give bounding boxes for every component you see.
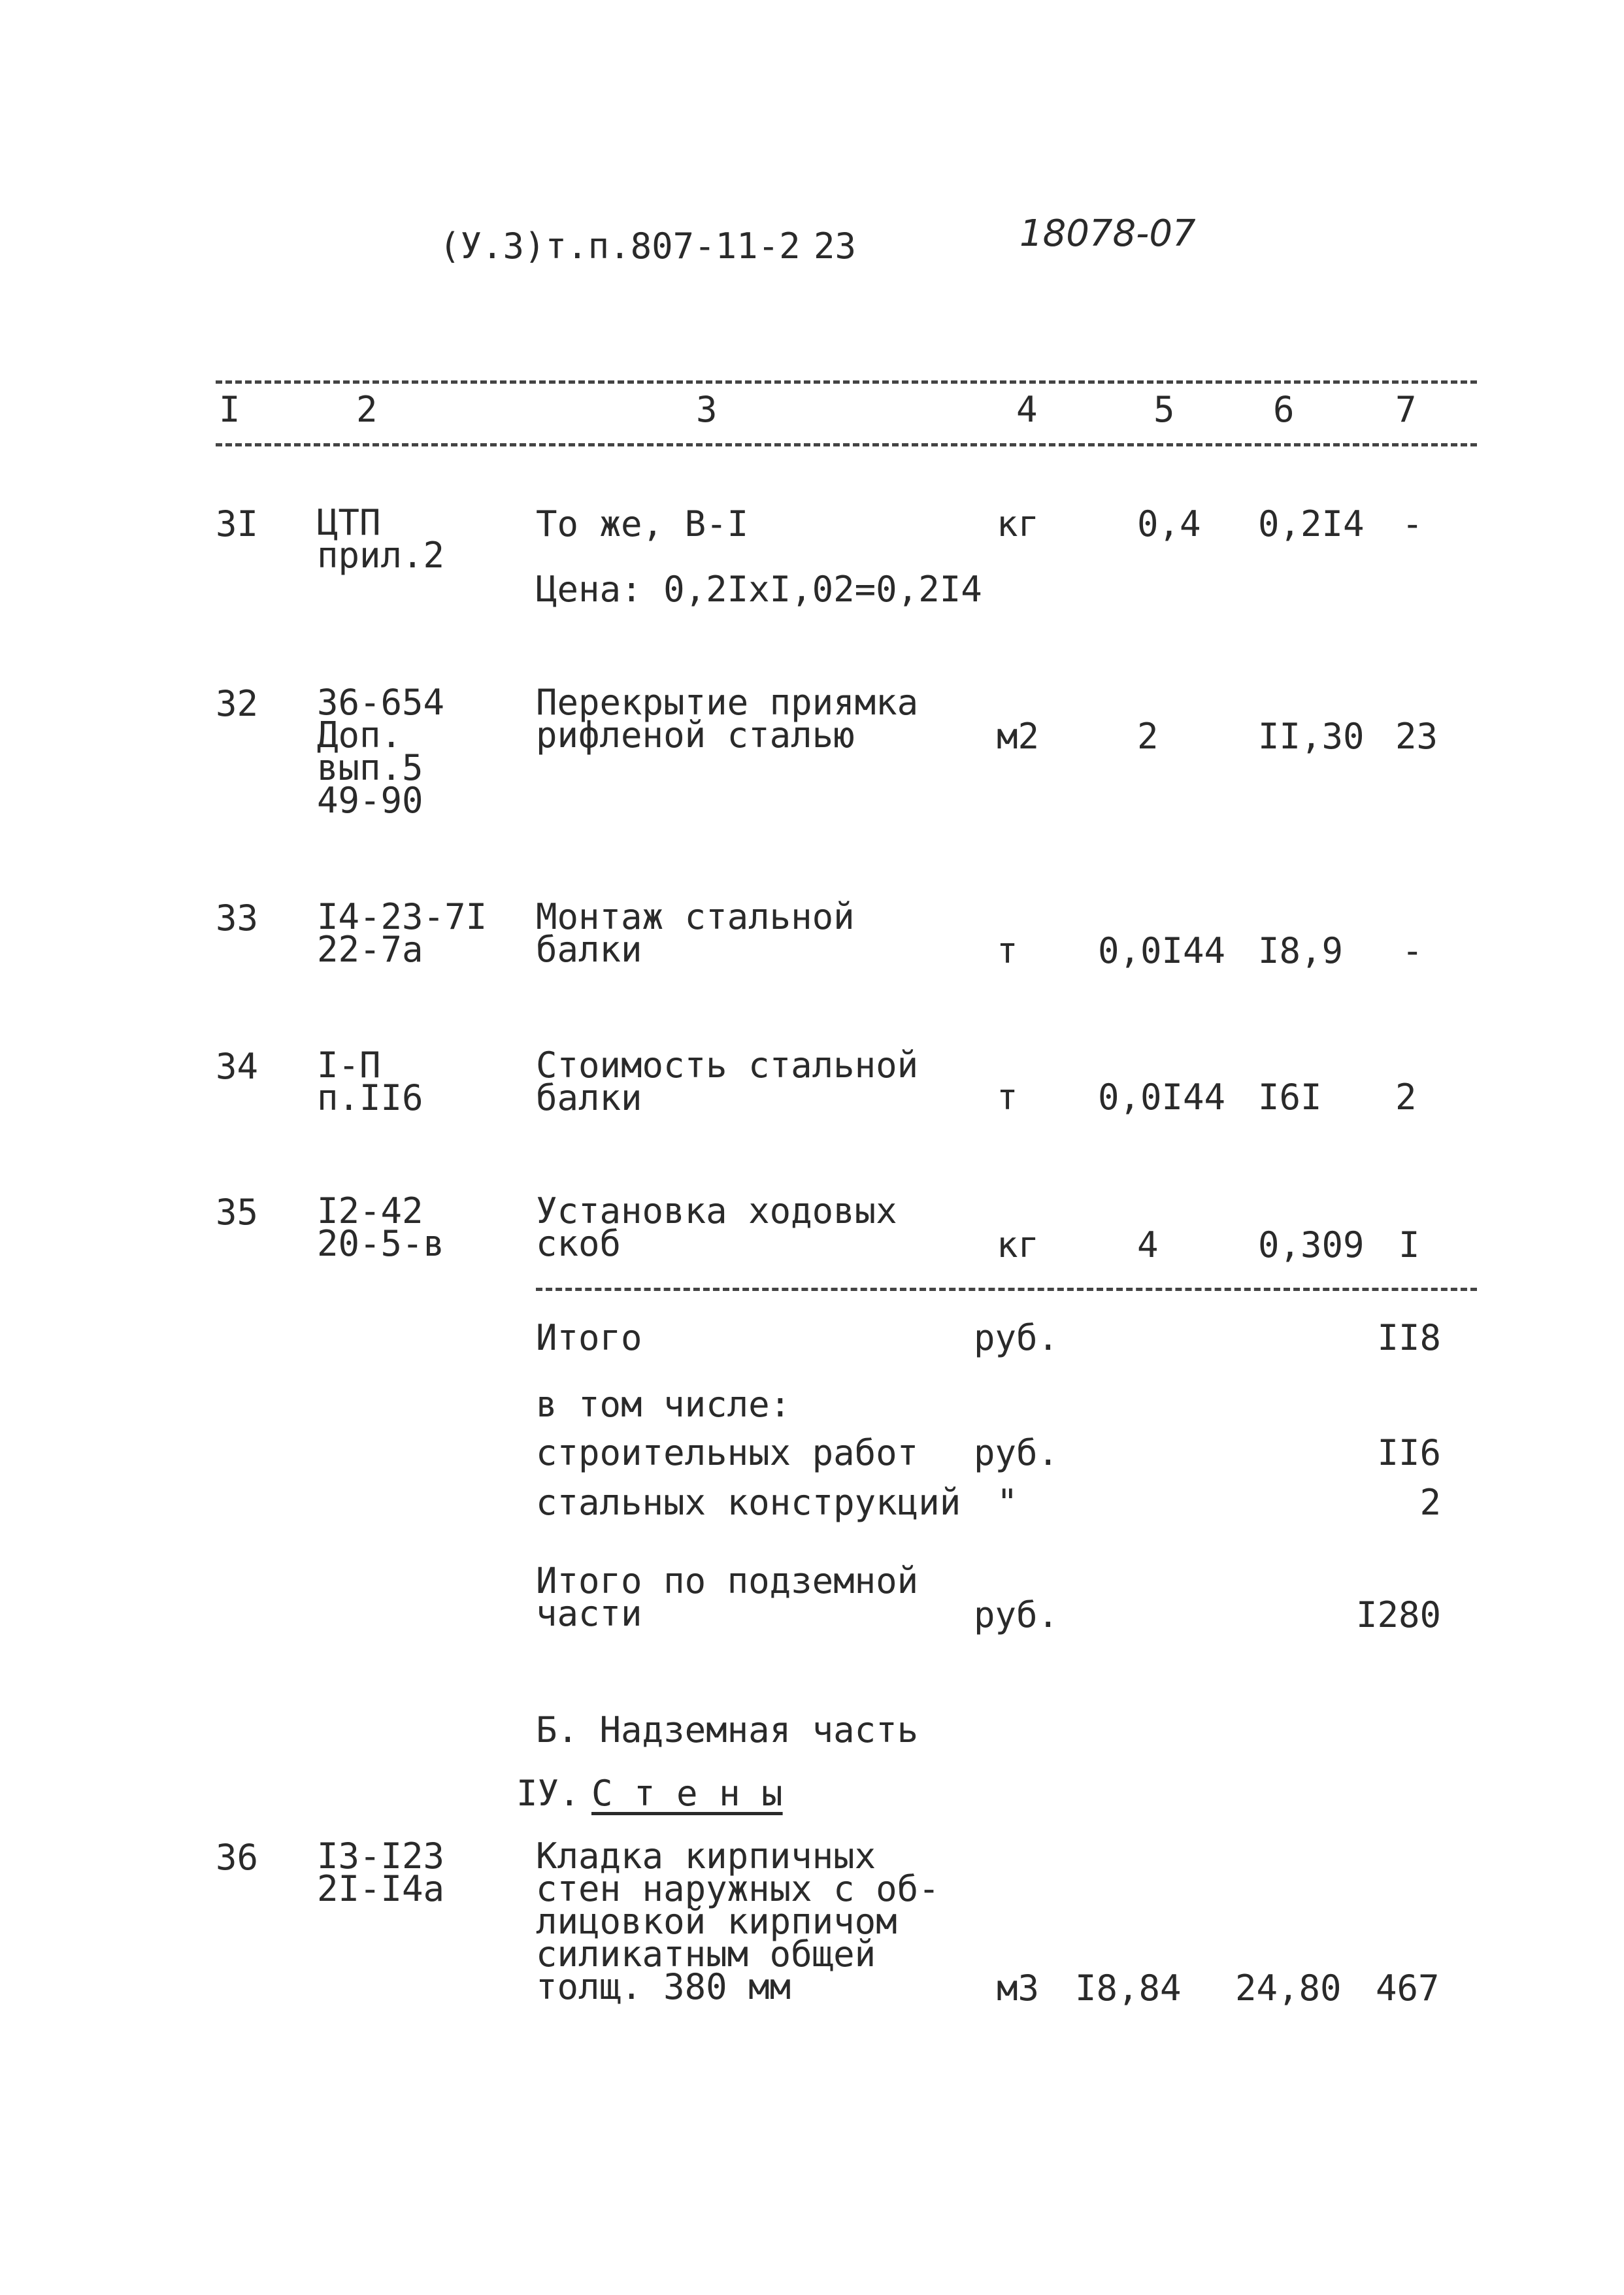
header-bottom-rule (216, 443, 1477, 446)
summary-rule (536, 1288, 1477, 1291)
row-36-unit-price: 24,80 (1235, 1968, 1342, 2009)
row-34-unit-price: I6I (1258, 1077, 1322, 1118)
row-34-unit: т (997, 1077, 1018, 1118)
row-35-reference: I2-42 20-5-в (317, 1190, 445, 1264)
steel-structures-unit: " (997, 1482, 1018, 1523)
row-34-number: 34 (216, 1046, 259, 1087)
total-unit: руб. (974, 1317, 1059, 1358)
row-31-price-note: Цена: 0,2IxI,02=0,2I4 (536, 569, 982, 610)
construction-works-label: строительных работ (536, 1432, 919, 1473)
underground-total-label: Итого по подземной части (536, 1560, 919, 1634)
underground-total-value: I280 (1355, 1594, 1441, 1635)
page-number: 23 (814, 226, 857, 267)
row-31-total: - (1402, 503, 1423, 544)
row-35-quantity: 4 (1137, 1224, 1159, 1265)
row-34-reference: I-П п.II6 (317, 1045, 423, 1118)
row-32-description: Перекрытие приямка рифленой сталью (536, 682, 919, 756)
header-top-rule (216, 380, 1477, 384)
col-header-5: 5 (1153, 389, 1175, 430)
row-31-unit-price: 0,2I4 (1258, 503, 1365, 544)
inventory-number: 18078-07 (1019, 212, 1196, 255)
row-35-unit: кг (997, 1224, 1040, 1265)
row-32-reference: 36-654 Доп. вып.5 49-90 (317, 682, 445, 821)
row-34-description: Стоимость стальной балки (536, 1045, 919, 1118)
col-header-2: 2 (356, 389, 378, 430)
row-33-total: - (1402, 930, 1423, 971)
row-35-description: Установка ходовых скоб (536, 1190, 897, 1264)
col-header-1: I (219, 389, 240, 430)
row-33-unit-price: I8,9 (1258, 930, 1344, 971)
including-label: в том числе: (536, 1384, 791, 1425)
steel-structures-value: 2 (1419, 1482, 1441, 1523)
row-31-reference: ЦТП прил.2 (317, 502, 445, 576)
total-value: II8 (1377, 1317, 1441, 1358)
row-36-number: 36 (216, 1837, 259, 1878)
row-33-description: Монтаж стальной балки (536, 896, 855, 970)
col-header-6: 6 (1273, 389, 1295, 430)
row-36-quantity: I8,84 (1075, 1968, 1182, 2009)
row-36-total: 467 (1376, 1968, 1440, 2009)
row-36-description: Кладка кирпичных стен наружных с об- лицовкой кирпичом силикатным общей толщ. 380 мм (536, 1835, 940, 2007)
row-35-total: I (1399, 1224, 1420, 1265)
row-31-description: То же, В-I (536, 503, 749, 544)
col-header-7: 7 (1395, 389, 1417, 430)
steel-structures-label: стальных конструкций (536, 1482, 961, 1523)
above-ground-heading: Б. Надземная часть (536, 1709, 919, 1751)
row-32-total: 23 (1395, 716, 1438, 757)
row-32-unit-price: II,30 (1258, 716, 1365, 757)
construction-works-value: II6 (1377, 1432, 1441, 1473)
row-35-unit-price: 0,309 (1258, 1224, 1365, 1265)
walls-section-number: IУ. (516, 1773, 580, 1814)
underground-total-unit: руб. (974, 1594, 1059, 1635)
row-34-quantity: 0,0I44 (1098, 1077, 1226, 1118)
row-34-total: 2 (1395, 1077, 1417, 1118)
row-35-number: 35 (216, 1192, 259, 1233)
walls-section-title: С т е н ы (591, 1773, 783, 1814)
row-32-quantity: 2 (1137, 716, 1159, 757)
col-header-3: 3 (696, 389, 718, 430)
row-33-number: 33 (216, 897, 259, 939)
document-code: (У.3)т.п.807-11-2 (439, 226, 801, 267)
row-36-reference: I3-I23 2I-I4а (317, 1835, 445, 1909)
row-33-quantity: 0,0I44 (1098, 930, 1226, 971)
total-label: Итого (536, 1317, 642, 1358)
row-31-unit: кг (997, 503, 1040, 544)
row-31-quantity: 0,4 (1137, 503, 1201, 544)
col-header-4: 4 (1016, 389, 1038, 430)
row-36-unit: м3 (997, 1968, 1040, 2009)
row-32-number: 32 (216, 683, 259, 724)
row-33-unit: т (997, 930, 1018, 971)
row-33-reference: I4-23-7I 22-7а (317, 896, 488, 970)
row-32-unit: м2 (997, 716, 1040, 757)
construction-works-unit: руб. (974, 1432, 1059, 1473)
row-31-number: 3I (216, 503, 259, 544)
